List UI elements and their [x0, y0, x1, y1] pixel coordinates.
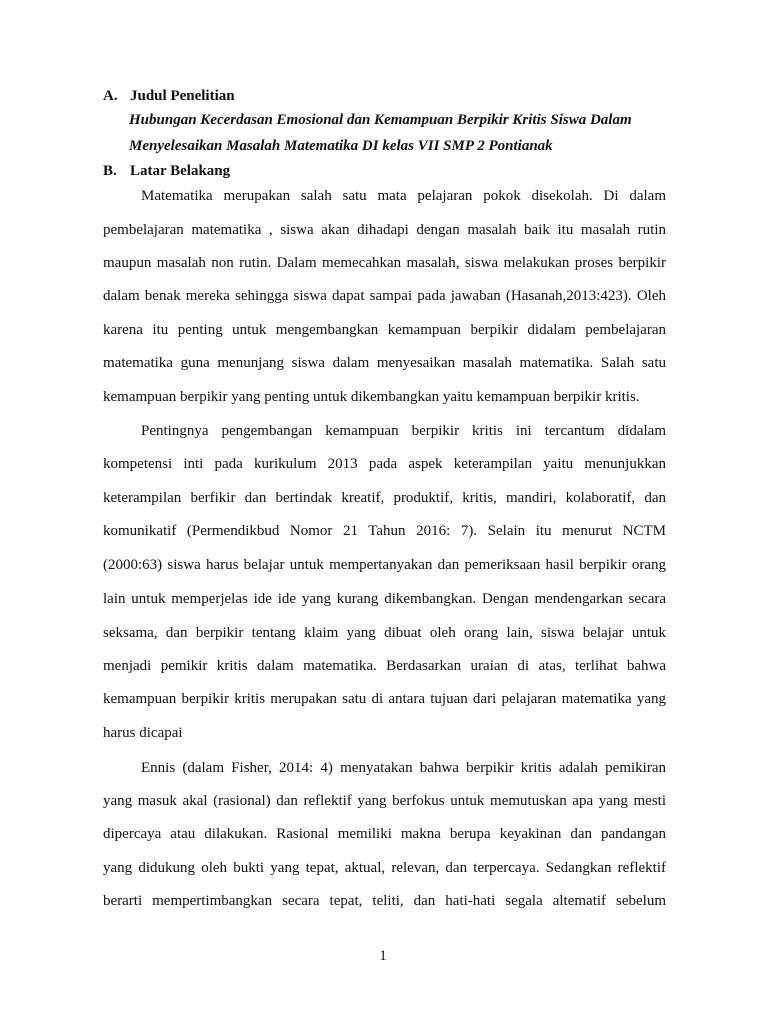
body-line: harus dicapai — [103, 725, 183, 741]
section-a-letter: A. — [103, 88, 118, 104]
body-line: yang masuk akal (rasional) dan reflektif yang berfokus untuk memutuskan apa yang mesti — [103, 793, 666, 809]
body-line: dipercaya atau dilakukan. Rasional memiliki makna berupa keyakinan dan pandangan — [103, 826, 666, 842]
body-line: lain untuk memperjelas ide ide yang kurang dikembangkan. Dengan mendengarkan secara — [103, 591, 666, 607]
body-line: matematika guna menunjang siswa dalam menyesaikan masalah matematika. Salah satu — [103, 355, 666, 371]
body-line: menjadi pemikir kritis dalam matematika. Berdasarkan uraian di atas, terlihat bahwa — [103, 658, 666, 674]
research-title-line-1: Hubungan Kecerdasan Emosional dan Kemampuan Berpikir Kritis Siswa Dalam — [129, 112, 632, 128]
body-line: Matematika merupakan salah satu mata pelajaran pokok disekolah. Di dalam — [141, 188, 666, 204]
section-a-heading-text: Judul Penelitian — [130, 88, 235, 104]
body-line: komunikatif (Permendikbud Nomor 21 Tahun 2016: 7). Selain itu menurut NCTM — [103, 523, 666, 539]
body-line: kompetensi inti pada kurikulum 2013 pada aspek keterampilan yaitu menunjukkan — [103, 456, 666, 472]
section-a-heading — [103, 88, 235, 105]
page-number: 1 — [379, 948, 387, 964]
body-line: kemampuan berpikir kritis merupakan satu di antara tujuan dari pelajaran matematika yang — [103, 691, 666, 707]
body-line: karena itu penting untuk mengembangkan kemampuan berpikir didalam pembelajaran — [103, 322, 666, 338]
body-line: yang didukung oleh bukti yang tepat, aktual, relevan, dan terpercaya. Sedangkan reflektif — [103, 860, 666, 876]
body-line: kemampuan berpikir yang penting untuk dikembangkan yaitu kemampuan berpikir kritis. — [103, 389, 640, 405]
body-line: Ennis (dalam Fisher, 2014: 4) menyatakan bahwa berpikir kritis adalah pemikiran — [141, 760, 666, 776]
body-line: keterampilan berfikir dan bertindak kreatif, produktif, kritis, mandiri, kolaboratif, dan — [103, 490, 666, 506]
body-line: berarti mempertimbangkan secara tepat, teliti, dan hati-hati segala altematif sebelum — [103, 893, 666, 909]
body-line: pembelajaran matematika , siswa akan dihadapi dengan masalah baik itu masalah rutin — [103, 222, 666, 238]
body-line: maupun masalah non rutin. Dalam memecahkan masalah, siswa melakukan proses berpikir — [103, 255, 666, 271]
section-b-heading-text: Latar Belakang — [130, 163, 231, 179]
research-title-line-2: Menyelesaikan Masalah Matematika DI kelas VII SMP 2 Pontianak — [129, 138, 553, 154]
body-line: Pentingnya pengembangan kemampuan berpikir kritis ini tercantum didalam — [141, 423, 666, 439]
body-line: seksama, dan berpikir tentang klaim yang dibuat oleh orang lain, siswa belajar untuk — [103, 625, 666, 641]
section-b-letter: B. — [103, 163, 117, 179]
section-b-heading — [103, 163, 230, 180]
body-line: (2000:63) siswa harus belajar untuk mempertanyakan dan pemeriksaan hasil berpikir orang — [103, 557, 666, 573]
body-line: dalam benak mereka sehingga siswa dapat sampai pada jawaban (Hasanah,2013:423). Oleh — [103, 288, 666, 304]
